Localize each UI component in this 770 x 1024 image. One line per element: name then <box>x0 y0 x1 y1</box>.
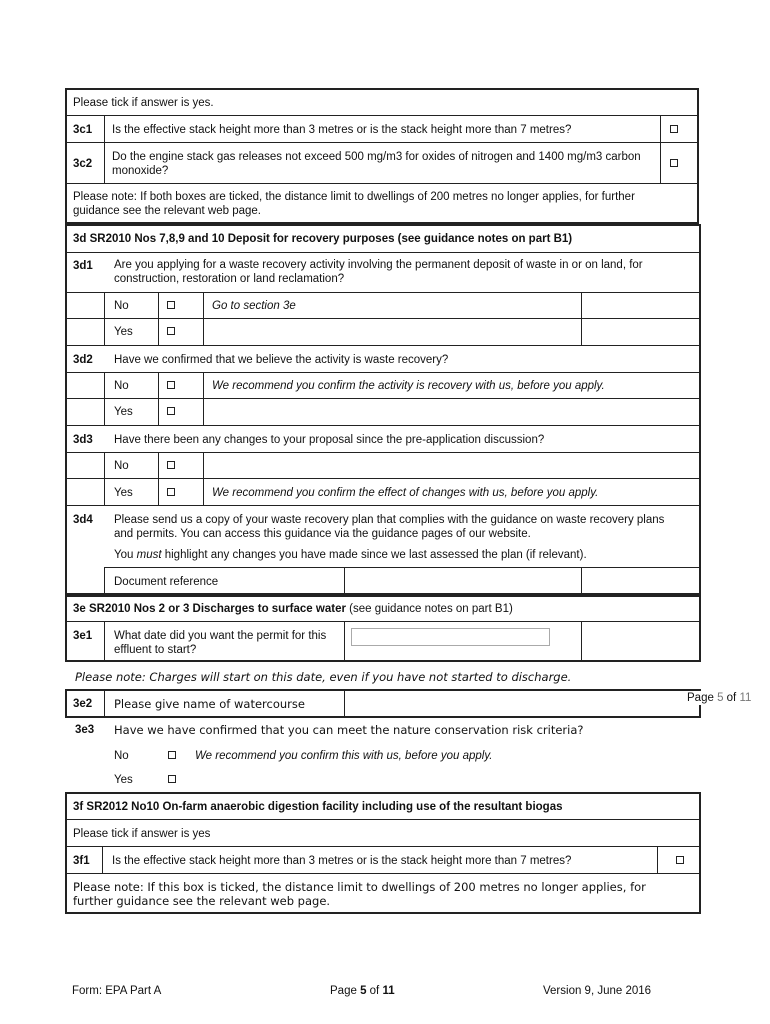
col-divider <box>104 567 105 594</box>
section-heading: 3e SR2010 Nos 2 or 3 Discharges to surface water (see guidance notes on part B1) <box>73 603 513 615</box>
overlay-page-number: Page 5 of 11 <box>687 692 752 704</box>
col-divider <box>581 621 582 661</box>
question-code: 3c2 <box>73 158 93 170</box>
row-divider <box>66 345 700 346</box>
row-divider <box>66 621 700 622</box>
question-text: Is the effective stack height more than 3 metres or is the stack height more than 7 metres? <box>112 124 572 136</box>
option-yes: Yes <box>114 326 133 338</box>
note-text: Please note: If both boxes are ticked, the distance limit to dwellings of 200 metres no longer applies, for further guidance see the relevant web page. <box>73 191 635 217</box>
question-text: Have we have confirmed that you can meet the nature conservation risk criteria? <box>114 723 584 737</box>
checkbox-3e3-yes[interactable] <box>168 775 176 783</box>
section-heading: 3f SR2012 No10 On-farm anaerobic digestion facility including use of the resultant biogas <box>73 801 563 813</box>
document-reference-label: Document reference <box>114 576 219 588</box>
row-divider <box>66 398 700 399</box>
watercourse-name-field[interactable] <box>345 690 699 717</box>
col-divider <box>158 452 159 505</box>
document-reference-field[interactable] <box>345 568 581 594</box>
col-divider <box>104 292 105 345</box>
question-code: 3c1 <box>73 124 93 136</box>
row-divider <box>66 292 700 293</box>
question-code: 3d2 <box>73 354 93 366</box>
option-note: We recommend you confirm this with us, before you apply. <box>195 750 493 762</box>
question-text: Are you applying for a waste recovery activity involving the permanent deposit of waste in or on land, for construction, restoration or land reclamation? <box>114 259 643 285</box>
col-divider <box>581 292 582 345</box>
row-divider <box>66 183 698 184</box>
note-text: Please note: If this box is ticked, the distance limit to dwellings of 200 metres no longer applies, for further guidance see the relevant web page. <box>73 880 646 908</box>
col-divider <box>104 372 105 425</box>
question-code: 3e1 <box>73 630 93 642</box>
must-highlight-text: You must highlight any changes you have made since we last assessed the plan (if relevant). <box>114 549 587 561</box>
option-note: Go to section 3e <box>212 300 296 312</box>
question-code: 3d1 <box>73 260 93 272</box>
col-divider <box>660 116 661 183</box>
permit-start-date-input[interactable] <box>351 628 550 646</box>
checkbox-3d1-no[interactable] <box>167 301 175 309</box>
question-text: Have there been any changes to your proposal since the pre-application discussion? <box>114 434 545 446</box>
col-divider <box>203 372 204 425</box>
question-text: Is the effective stack height more than 3 metres or is the stack height more than 7 metres? <box>112 855 572 867</box>
option-no: No <box>114 750 129 762</box>
checkbox-3d2-yes[interactable] <box>167 407 175 415</box>
section-heading: 3d SR2010 Nos 7,8,9 and 10 Deposit for recovery purposes (see guidance notes on part B1) <box>73 233 573 245</box>
footer-form-name: Form: EPA Part A <box>72 985 162 997</box>
checkbox-3d1-yes[interactable] <box>167 327 175 335</box>
tick-instruction: Please tick if answer is yes <box>73 828 211 840</box>
option-no: No <box>114 300 129 312</box>
question-code: 3d4 <box>73 514 93 526</box>
checkbox-3c2[interactable] <box>670 159 678 167</box>
checkbox-3e3-no[interactable] <box>168 751 176 759</box>
row-divider <box>66 372 700 373</box>
row-divider <box>66 505 700 506</box>
question-text: Do the engine stack gas releases not exceed 500 mg/m3 for oxides of nitrogen and 1400 mg/m3 carbon monoxide? <box>112 151 641 177</box>
option-yes: Yes <box>114 774 133 786</box>
row-divider <box>66 252 700 253</box>
row-divider <box>66 819 700 820</box>
option-note: We recommend you confirm the activity is recovery with us, before you apply. <box>212 380 605 392</box>
col-divider <box>104 116 105 183</box>
note-text: Please note: Charges will start on this date, even if you have not started to discharge. <box>75 670 572 684</box>
col-divider <box>581 567 582 594</box>
tick-instruction: Please tick if answer is yes. <box>73 97 214 109</box>
row-divider <box>66 142 698 143</box>
col-divider <box>158 372 159 425</box>
row-divider <box>66 478 700 479</box>
question-text: Please give name of watercourse <box>114 697 305 711</box>
col-divider <box>203 452 204 505</box>
question-code: 3e2 <box>73 698 93 710</box>
option-note: We recommend you confirm the effect of changes with us, before you apply. <box>212 487 599 499</box>
checkbox-3c1[interactable] <box>670 125 678 133</box>
col-divider <box>203 292 204 345</box>
col-divider <box>344 621 345 661</box>
checkbox-3f1[interactable] <box>676 856 684 864</box>
col-divider <box>657 846 658 873</box>
option-yes: Yes <box>114 487 133 499</box>
option-yes: Yes <box>114 406 133 418</box>
col-divider <box>104 621 105 661</box>
checkbox-3d3-yes[interactable] <box>167 488 175 496</box>
row-divider <box>66 425 700 426</box>
question-text: What date did you want the permit for this effluent to start? <box>114 630 327 656</box>
footer-page-number: Page 5 of 11 <box>330 985 395 997</box>
question-code: 3d3 <box>73 434 93 446</box>
checkbox-3d3-no[interactable] <box>167 461 175 469</box>
row-divider <box>66 846 700 847</box>
footer-version: Version 9, June 2016 <box>543 985 652 997</box>
col-divider <box>104 452 105 505</box>
question-text: Please send us a copy of your waste recovery plan that complies with the guidance on waste recovery plans and permits. You can access this guidance via the guidance pages of our website. <box>114 514 665 540</box>
row-divider <box>66 452 700 453</box>
row-divider <box>66 873 700 874</box>
col-divider <box>158 292 159 345</box>
row-divider <box>66 318 700 319</box>
row-divider <box>66 115 698 116</box>
col-divider <box>102 846 103 873</box>
checkbox-3d2-no[interactable] <box>167 381 175 389</box>
col-divider <box>104 690 105 717</box>
question-code: 3f1 <box>73 855 90 867</box>
option-no: No <box>114 460 129 472</box>
question-code: 3e3 <box>75 724 95 736</box>
option-no: No <box>114 380 129 392</box>
question-text: Have we confirmed that we believe the activity is waste recovery? <box>114 354 449 366</box>
